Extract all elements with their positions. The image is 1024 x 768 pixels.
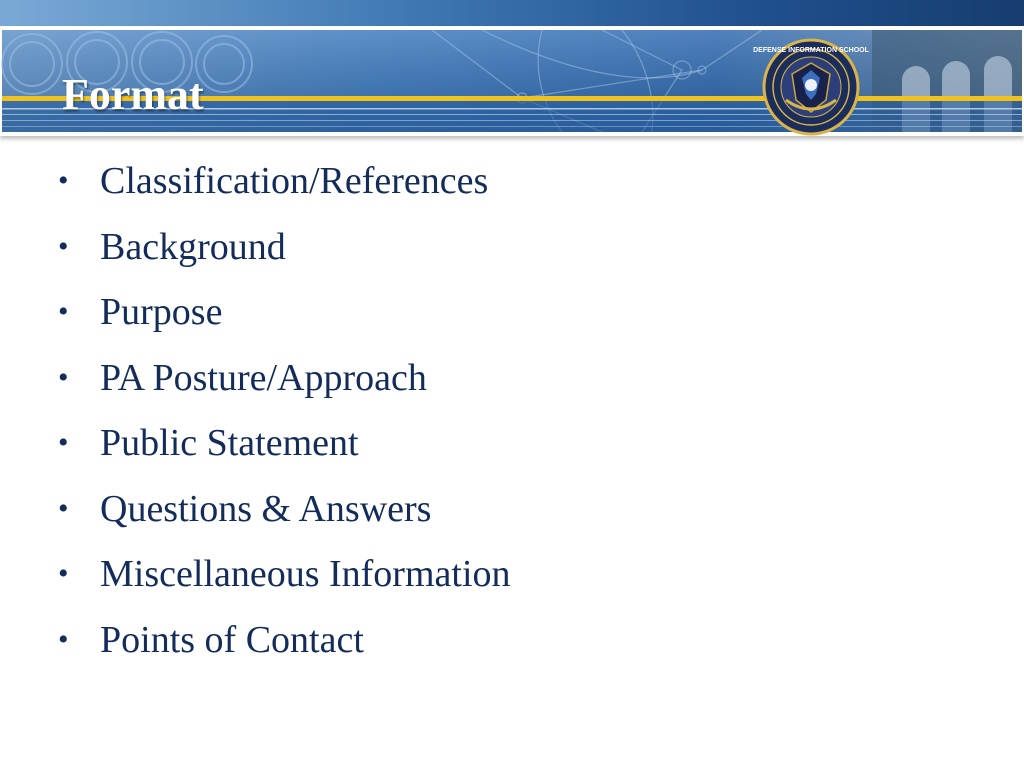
bullet-text: Miscellaneous Information xyxy=(100,553,511,595)
slide-body xyxy=(58,155,978,679)
bullet-list xyxy=(58,155,978,679)
bullet-marker: • xyxy=(58,229,69,263)
bullet-marker: • xyxy=(58,622,69,656)
bullet-item xyxy=(58,286,978,352)
bullet-text: Background xyxy=(100,225,286,268)
bullet-item xyxy=(58,221,978,287)
bullet-text: Points of Contact xyxy=(100,618,364,661)
bullet-item xyxy=(58,548,978,614)
bullet-text: Questions & Answers xyxy=(100,487,432,530)
bullet-item xyxy=(58,155,978,221)
bullet-marker: • xyxy=(58,426,69,459)
bullet-item xyxy=(58,614,978,680)
bullet-marker: • xyxy=(58,491,69,525)
svg-text:DEFENSE INFORMATION SCHOOL: DEFENSE INFORMATION SCHOOL xyxy=(753,47,869,54)
bullet-marker: • xyxy=(58,164,69,197)
bullet-marker: • xyxy=(58,360,69,394)
bullet-item xyxy=(58,352,978,418)
slide-title: Format xyxy=(62,70,204,119)
slide-header-banner xyxy=(0,26,1024,136)
bullet-text: Classification/References xyxy=(100,160,489,202)
bullet-text: PA Posture/Approach xyxy=(100,356,427,399)
bullet-text: Public Statement xyxy=(100,422,359,464)
defense-information-school-seal-logo xyxy=(753,38,869,136)
bullet-item xyxy=(58,483,978,549)
bullet-marker: • xyxy=(58,557,69,590)
header-top-strip xyxy=(0,0,1024,26)
bullet-marker: • xyxy=(58,295,69,328)
bullet-item xyxy=(58,417,978,483)
bullet-text: Purpose xyxy=(100,291,223,333)
